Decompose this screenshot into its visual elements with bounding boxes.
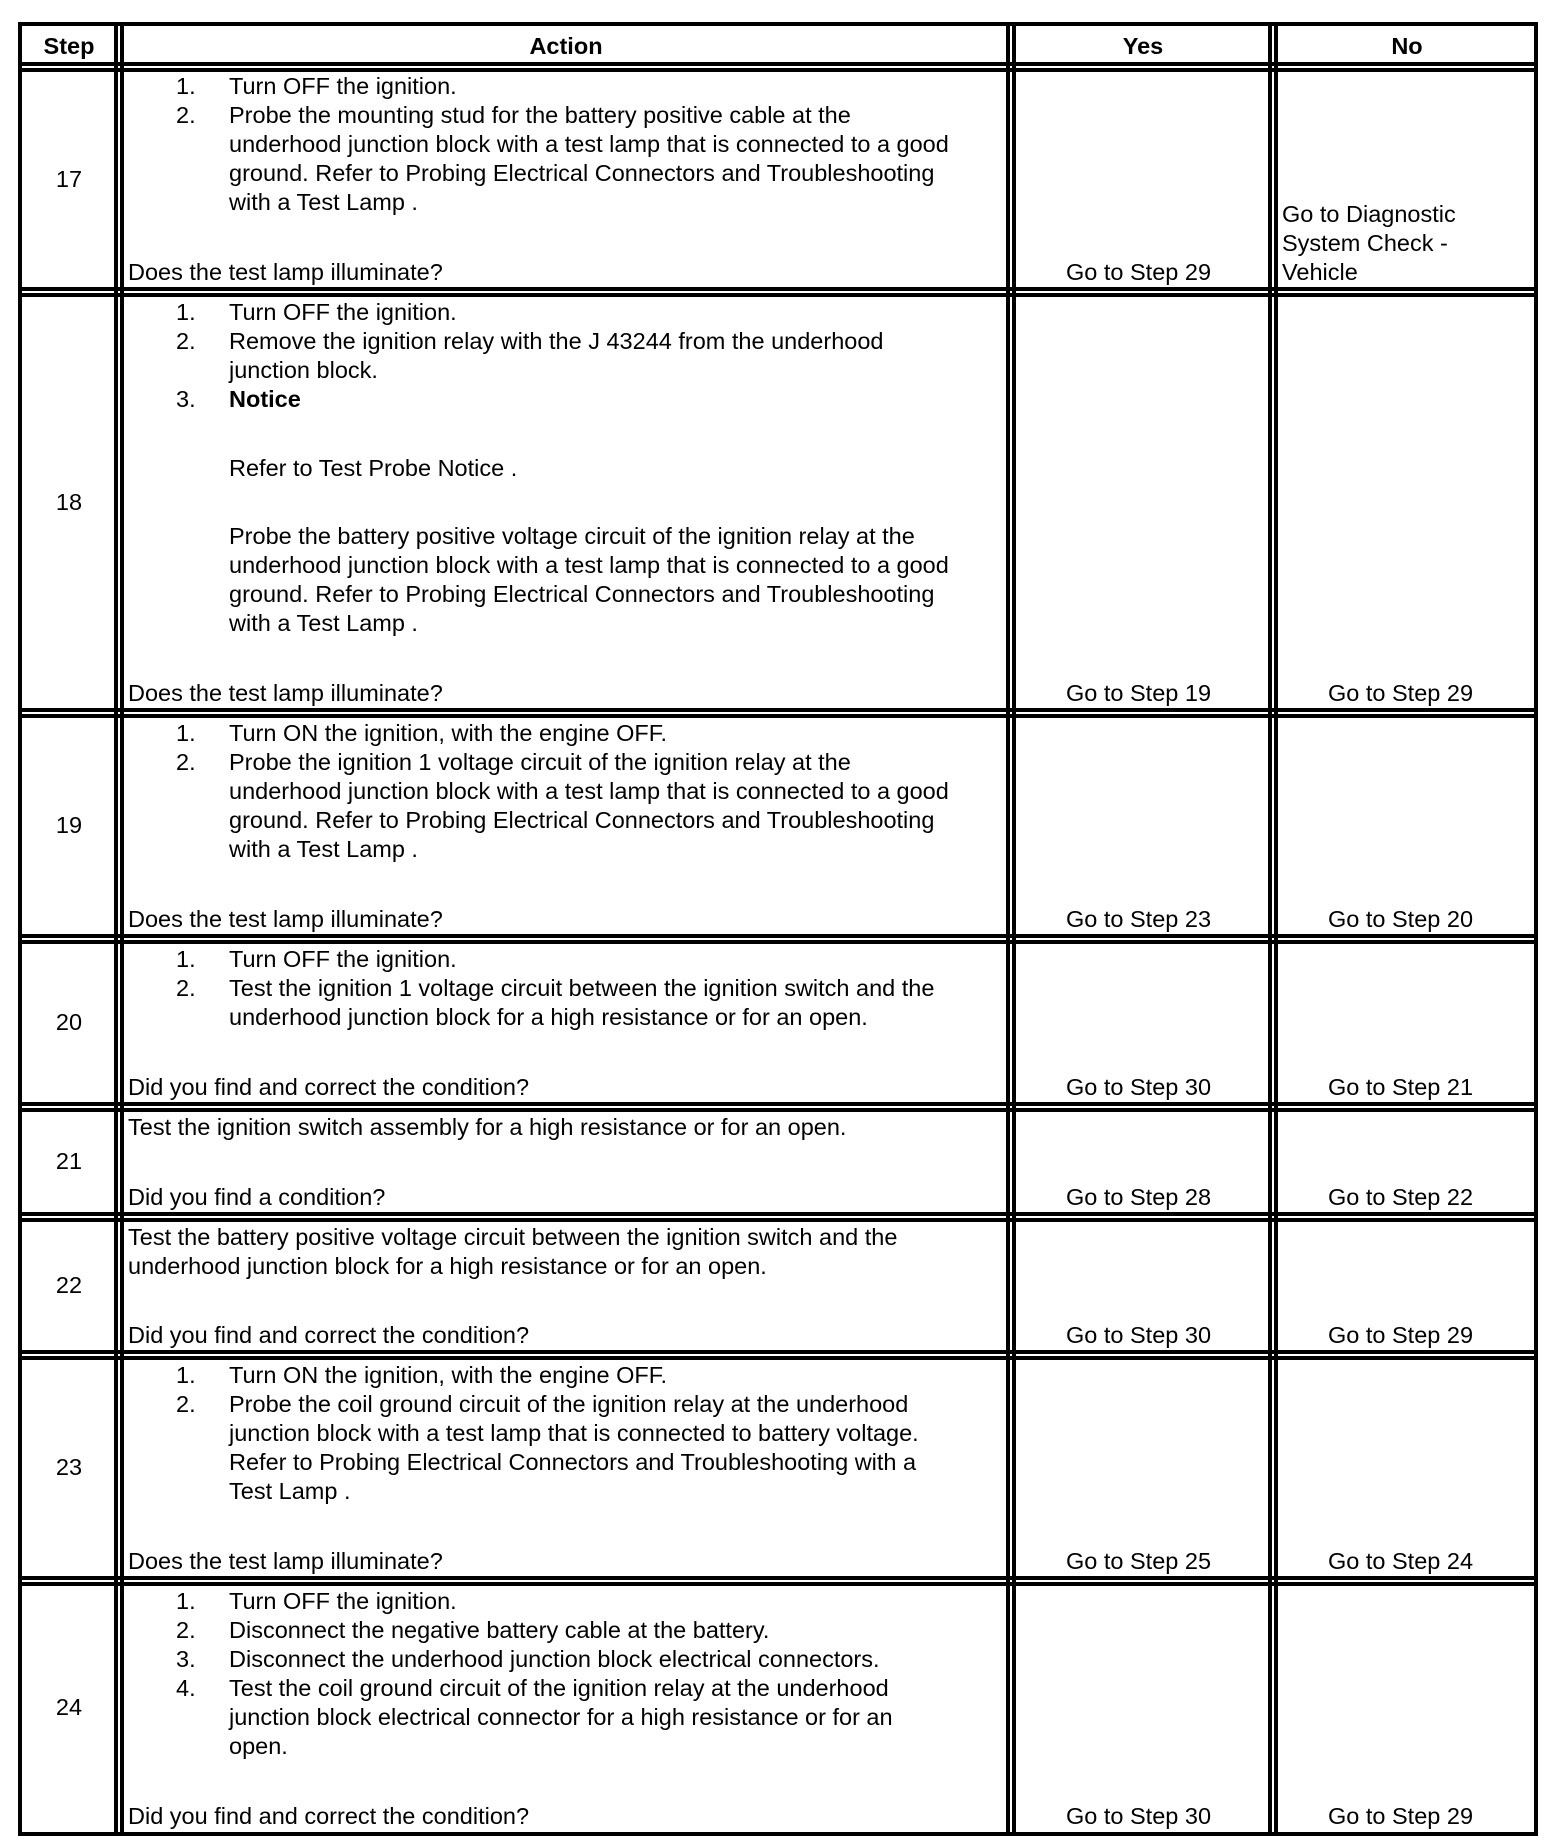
list-item-text: Test the ignition 1 voltage circuit between the ignition switch and the [229,975,935,1001]
list-item-number: 1. [176,73,196,99]
list-item-text: Turn OFF the ignition. [229,299,457,325]
list-item-text: Remove the ignition relay with the J 43244 from the underhood [229,328,884,354]
probe-line: Probe the battery positive voltage circuit of the ignition relay at the [229,523,915,549]
list-item-number: 1. [176,299,196,325]
list-item-text: underhood junction block for a high resistance or for an open. [229,1004,868,1030]
list-item-number: 1. [176,720,196,746]
no-action-line: System Check - [1282,230,1448,256]
list-item-text: with a Test Lamp . [229,836,418,862]
list-item-text: Probe the mounting stud for the battery positive cable at the [229,102,851,128]
question: Does the test lamp illuminate? [128,906,443,932]
action-text: underhood junction block for a high resistance or for an open. [128,1253,767,1279]
list-item-text: Turn OFF the ignition. [229,946,457,972]
list-item-text: Disconnect the underhood junction block electrical connectors. [229,1646,880,1672]
yes-action: Go to Step 23 [1066,906,1212,932]
header-step: Step [43,33,95,59]
question: Did you find and correct the condition? [128,1074,530,1100]
list-item-text: ground. Refer to Probing Electrical Connectors and Troubleshooting [229,807,935,833]
probe-line: underhood junction block with a test lamp that is connected to a good [229,552,949,578]
list-item-text: Probe the coil ground circuit of the ignition relay at the underhood [229,1391,909,1417]
no-action: Go to Step 29 [1328,680,1474,706]
header-no: No [1391,33,1423,59]
list-item-text: Turn ON the ignition, with the engine OFF. [229,1362,668,1388]
list-item-text: with a Test Lamp . [229,189,418,215]
yes-action: Go to Step 30 [1066,1322,1212,1348]
notice-text-line: Refer to Test Probe Notice . [229,455,518,481]
action-text: Test the battery positive voltage circuit between the ignition switch and the [128,1224,898,1250]
list-item-number: 2. [176,102,196,128]
yes-action: Go to Step 19 [1066,680,1212,706]
step-number: 20 [55,1009,83,1035]
question: Did you find and correct the condition? [128,1322,530,1348]
probe-line: ground. Refer to Probing Electrical Connectors and Troubleshooting [229,581,935,607]
list-item-text: Disconnect the negative battery cable at the battery. [229,1617,770,1643]
no-action [1282,200,1456,287]
question: Does the test lamp illuminate? [128,680,443,706]
list-item-number: 3. [176,386,196,412]
yes-action: Go to Step 30 [1066,1074,1212,1100]
yes-action: Go to Step 30 [1066,1803,1212,1829]
no-action-line: Go to Diagnostic [1282,201,1456,227]
yes-action: Go to Step 28 [1066,1184,1212,1210]
list-item-number: 1. [176,1588,196,1614]
list-item-text: Turn ON the ignition, with the engine OFF. [229,720,668,746]
list-item-text: open. [229,1733,288,1759]
no-action: Go to Step 22 [1328,1184,1474,1210]
list-item-text: ground. Refer to Probing Electrical Connectors and Troubleshooting [229,160,935,186]
list-item-text: junction block electrical connector for a high resistance or for an [229,1704,893,1730]
question: Does the test lamp illuminate? [128,1548,443,1574]
yes-action: Go to Step 25 [1066,1548,1212,1574]
list-item-number: 1. [176,946,196,972]
list-item-text: underhood junction block with a test lamp that is connected to a good [229,778,949,804]
list-item-text: Turn OFF the ignition. [229,73,457,99]
question: Did you find and correct the condition? [128,1803,530,1829]
list-item-number: 2. [176,749,196,775]
list-item-number: 2. [176,975,196,1001]
list-item-text: Test Lamp . [229,1478,351,1504]
step-number: 19 [55,812,83,838]
list-item-number: 2. [176,1391,196,1417]
no-action: Go to Step 24 [1328,1548,1474,1574]
step-number: 18 [55,489,83,515]
list-item-text: junction block. [229,357,378,383]
no-action-line: Vehicle [1282,259,1358,285]
list-item-number: 1. [176,1362,196,1388]
step-number: 23 [55,1454,83,1480]
list-item-text: junction block with a test lamp that is connected to battery voltage. [229,1420,919,1446]
list-item-number: 4. [176,1675,196,1701]
list-item-number: 2. [176,1617,196,1643]
no-action: Go to Step 29 [1328,1322,1474,1348]
question: Does the test lamp illuminate? [128,259,443,285]
header-action: Action [529,33,603,59]
list-item-text: underhood junction block with a test lamp that is connected to a good [229,131,949,157]
step-number: 21 [55,1148,83,1174]
question: Did you find a condition? [128,1184,386,1210]
list-item-number: 2. [176,328,196,354]
list-item-text: Probe the ignition 1 voltage circuit of the ignition relay at the [229,749,851,775]
action-text: Test the ignition switch assembly for a high resistance or for an open. [128,1114,847,1140]
list-item-text: Turn OFF the ignition. [229,1588,457,1614]
no-action: Go to Step 29 [1328,1803,1474,1829]
no-action: Go to Step 20 [1328,906,1474,932]
list-item-text: Test the coil ground circuit of the ignition relay at the underhood [229,1675,889,1701]
step-number: 17 [55,166,83,192]
step-number: 24 [55,1694,83,1720]
probe-line: with a Test Lamp . [229,610,418,636]
no-action: Go to Step 21 [1328,1074,1474,1100]
yes-action: Go to Step 29 [1066,259,1212,285]
list-item-number: 3. [176,1646,196,1672]
header-yes: Yes [1122,33,1164,59]
notice-label: Notice [229,386,301,412]
step-number: 22 [55,1272,83,1298]
list-item-text: Refer to Probing Electrical Connectors and Troubleshooting with a [229,1449,917,1475]
